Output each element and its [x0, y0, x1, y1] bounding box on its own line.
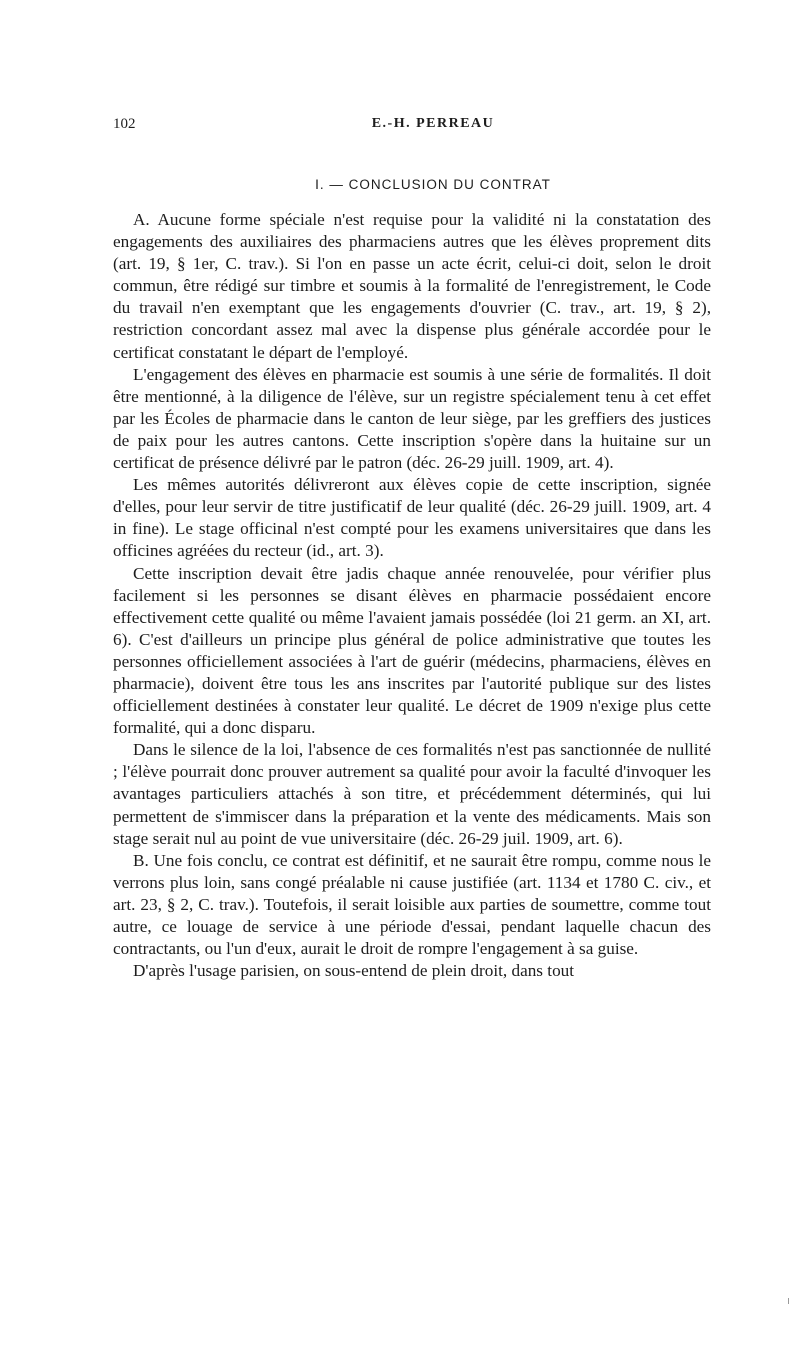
paragraph-5: Dans le silence de la loi, l'absence de ces formalités n'est pas sanctionnée de nullité ; l'élève pourrait donc prouver autrement sa qualité pour avoir la faculté d'invoquer les avantages particuliers attachés à son titre, et précédemment déterminés, qui lui permettent de s'immiscer dans la préparation et la vente des médicaments. Mais son stage serait nul au point de vue universitaire (déc. 26-29 juil. 1909, art. 6). — [113, 740, 711, 848]
paragraph-1: A. Aucune forme spéciale n'est requise pour la validité ni la constatation des engagements des auxiliaires des pharmaciens autres que les élèves proprement dits (art. 19, § 1er, C. trav.). Si l'on en passe un acte écrit, celui-ci doit, selon le droit commun, être rédigé sur timbre et soumis à la formalité de l'enregistrement, le Code du travail n'en exemptant que les engagements d'ouvrier (C. trav., art. 19, § 2), restriction concordant assez mal avec la dispense plus générale accordée pour le certificat constatant le départ de l'employé. — [113, 210, 711, 362]
body-text — [113, 209, 711, 982]
paragraph-6: B. Une fois conclu, ce contrat est définitif, et ne saurait être rompu, comme nous le verrons plus loin, sans congé préalable ni cause justifiée (art. 1134 et 1780 C. civ., et art. 23, § 2, C. trav.). Toutefois, il serait loisible aux parties de soumettre, comme tout autre, ce louage de service à une période d'essai, pendant laquelle chacun des contractants, ou l'un d'eux, aurait le droit de rompre l'engagement à sa guise. — [113, 850, 711, 959]
paragraph-4: Cette inscription devait être jadis chaque année renouvelée, pour vérifier plus facilement si les personnes se disant élèves en pharmacie possédaient encore effectivement cette qualité ou même l'avaient jamais possédée (loi 21 germ. an XI, art. 6). C'est d'ailleurs un principe plus général de police administrative que toutes les personnes officiellement associées à l'art de guérir (médecins, pharmaciens, élèves en pharmacie), doivent être tous les ans inscrites par l'autorité publique sur des listes officiellement destinées à constater leur qualité. Le décret de 1909 n'exige plus cette formalité, qui a donc disparu. — [113, 563, 711, 738]
section-title: I. — CONCLUSION DU CONTRAT — [315, 177, 551, 192]
running-head: E.-H. PERREAU — [371, 116, 495, 131]
paragraph-3: Les mêmes autorités délivreront aux élèves copie de cette inscription, signée d'elles, pour leur servir de titre justificatif de leur qualité (déc. 26-29 juill. 1909, art. 4 in fine). Le stage officinal n'est compté pour les examens universitaires que dans les officines agréées du recteur (id., art. 3). — [113, 475, 711, 561]
scan-mark — [788, 1298, 789, 1304]
page-number: 102 — [113, 116, 136, 132]
paragraph-2: L'engagement des élèves en pharmacie est soumis à une série de formalités. Il doit être mentionné, à la diligence de l'élève, sur un registre spécialement tenu à cet effet par les Écoles de pharmacie dans le canton de leur siège, par les greffiers des justices de paix pour les autres cantons. Cette inscription s'opère dans la huitaine sur un certificat de présence délivré par le patron (déc. 26-29 juill. 1909, art. 4). — [113, 364, 711, 473]
page-header — [113, 116, 713, 138]
paragraph-7: D'après l'usage parisien, on sous-entend de plein droit, dans tout — [133, 961, 575, 981]
